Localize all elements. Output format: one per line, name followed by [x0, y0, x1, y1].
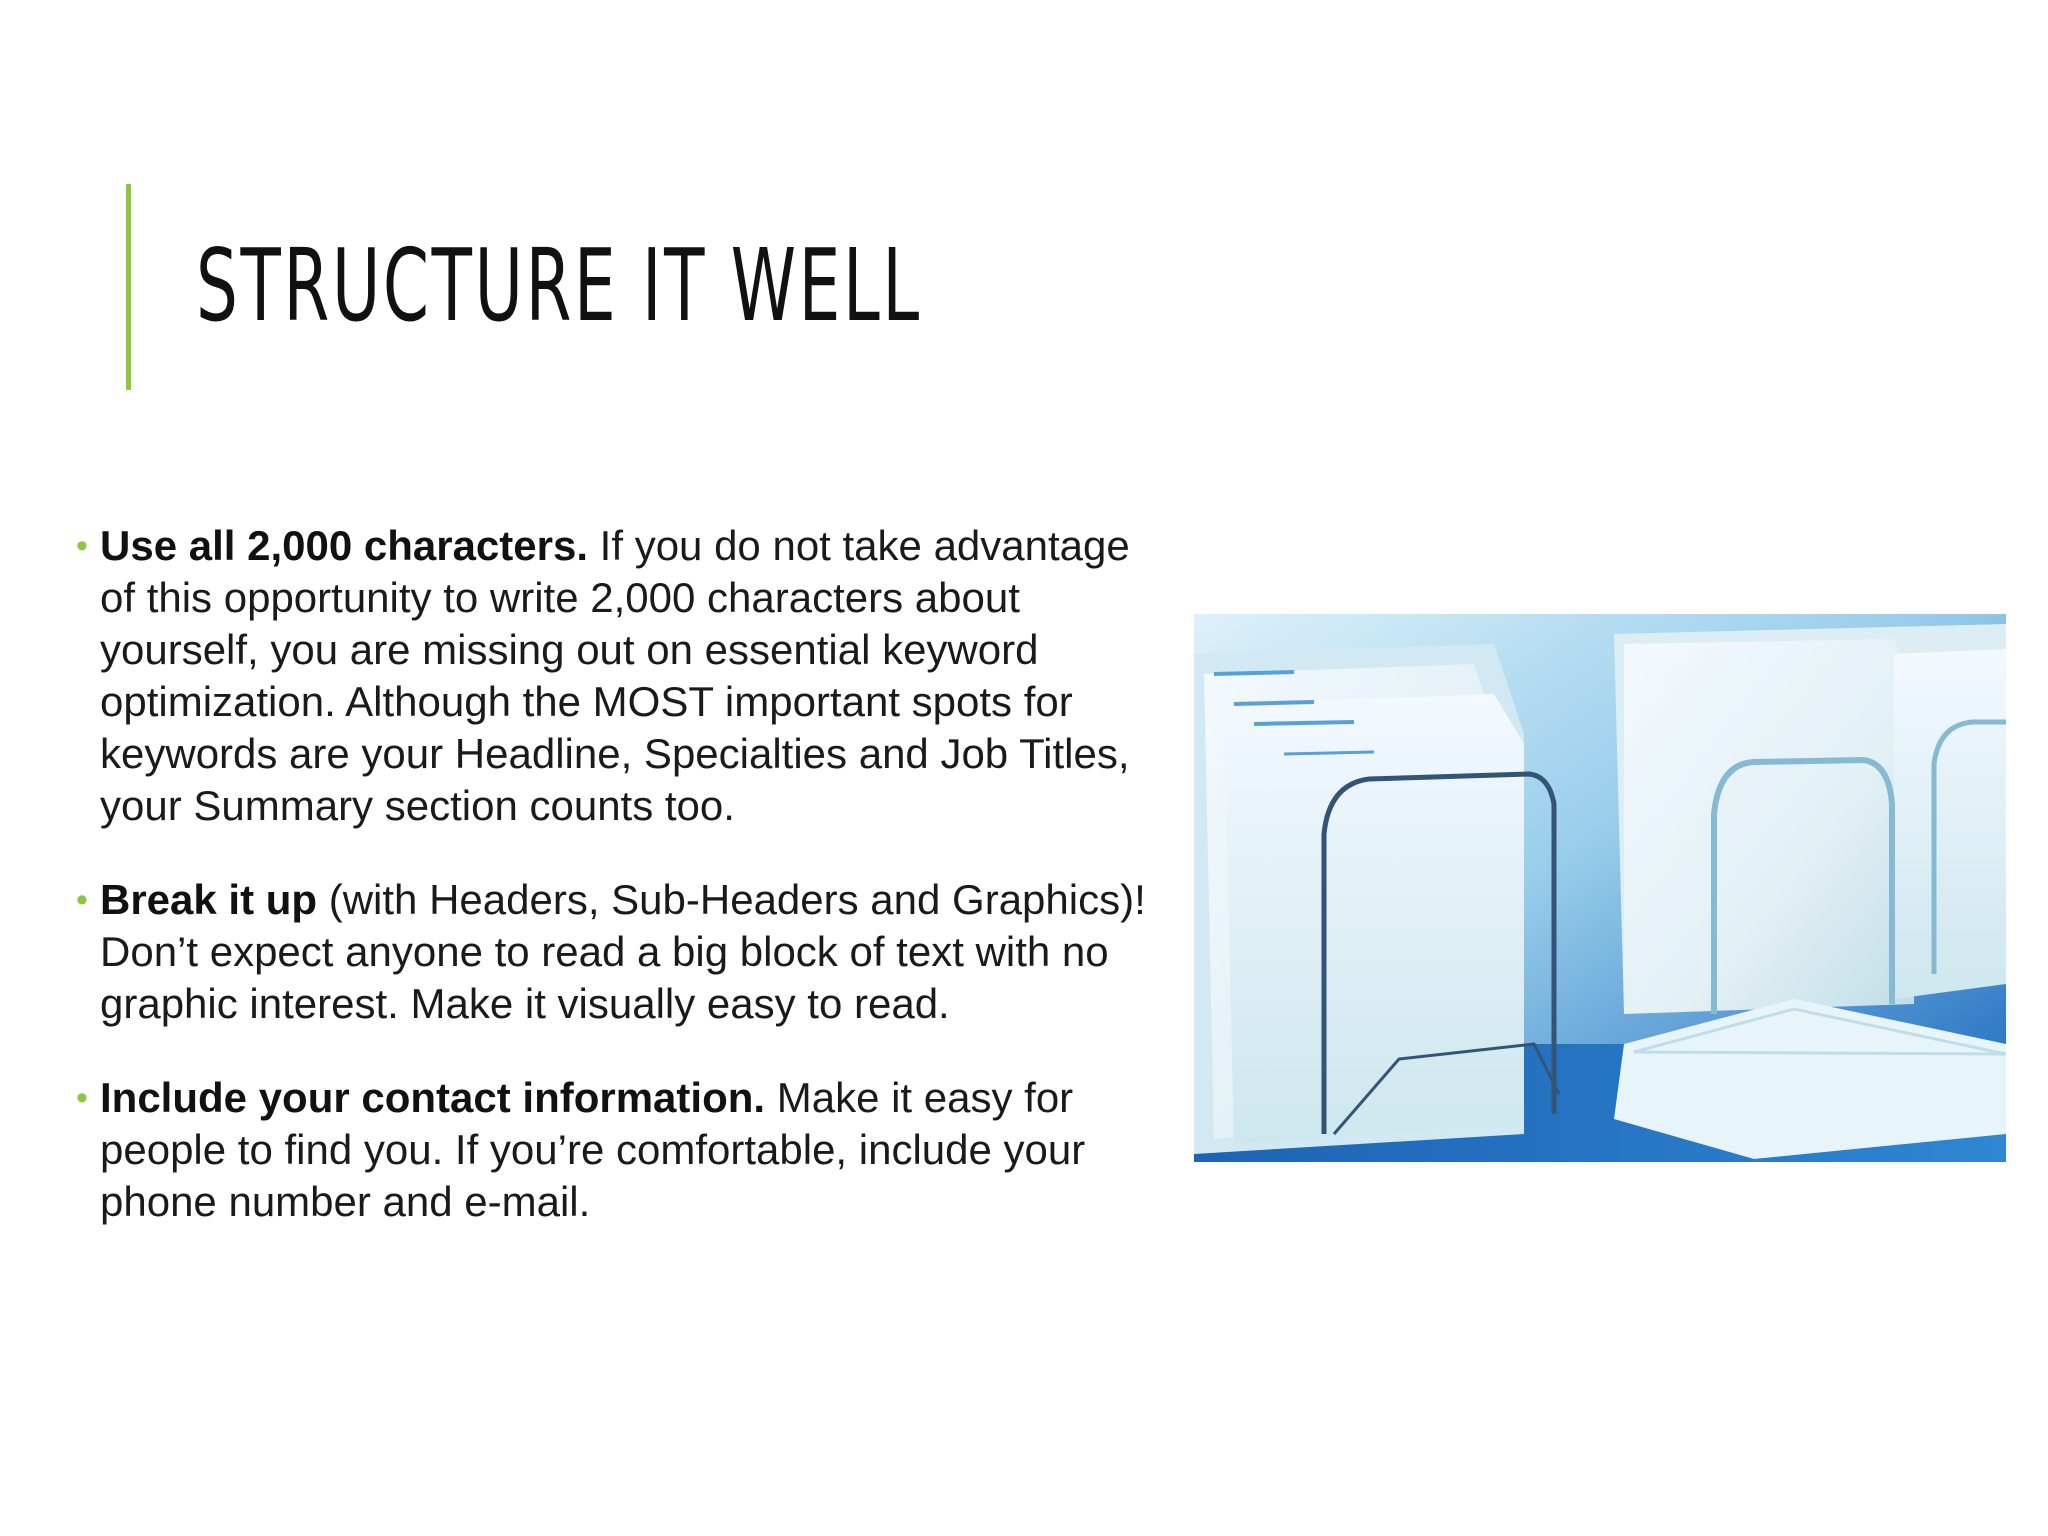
bullet-icon: • [76, 881, 88, 919]
bullet-item [76, 874, 1168, 1030]
bullet-heading: Include your contact information. [100, 1074, 766, 1121]
bullet-text: (with Headers, Sub-Headers and Graphics)! Don’t expect anyone to read a big block of text with no graphic interest. Make it visually easy to read. [100, 876, 1146, 1027]
slide-title: STRUCTURE IT WELL [196, 227, 922, 344]
bullet-heading: Use all 2,000 characters. [100, 522, 589, 569]
file-folders-photo [1194, 614, 2006, 1162]
file-folders-illustration [1194, 614, 2006, 1162]
bullet-text: Make it easy for people to find you. If you’re comfortable, include your phone number and e-mail. [100, 1074, 1086, 1225]
bullet-icon: • [76, 527, 88, 565]
bullet-heading: Break it up [100, 876, 318, 923]
bullet-list [76, 520, 1168, 1270]
bullet-item [76, 520, 1168, 832]
bullet-text: If you do not take advantage of this opportunity to write 2,000 characters about yourself, you are missing out on essential keyword optimization. Although the MOST important spots for keywords are your Headline, Specialties and Job Titles, your Summary section counts too. [100, 522, 1130, 829]
bullet-icon: • [76, 1079, 88, 1117]
title-accent-bar [126, 184, 131, 390]
bullet-item [76, 1072, 1168, 1228]
